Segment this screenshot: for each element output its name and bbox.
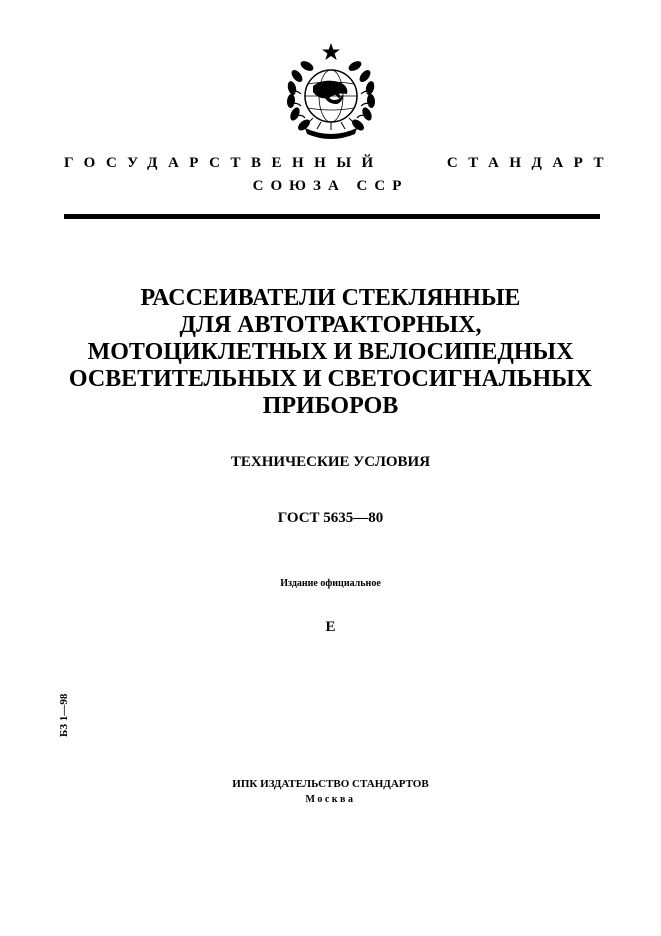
header-divider bbox=[64, 214, 600, 219]
ussr-state-emblem-icon bbox=[283, 42, 379, 142]
header-standard-word: СТАНДАРТ bbox=[446, 155, 614, 171]
gost-number: ГОСТ 5635—80 bbox=[277, 510, 384, 526]
document-subtitle: ТЕХНИЧЕСКИЕ УСЛОВИЯ bbox=[230, 454, 431, 470]
header-state-word: ГОСУДАРСТВЕННЫЙ bbox=[64, 155, 384, 171]
publisher-name: ИПК ИЗДАТЕЛЬСТВО СТАНДАРТОВ bbox=[232, 778, 429, 790]
header-state-standard bbox=[64, 153, 614, 173]
publisher-city: Москва bbox=[305, 794, 356, 805]
title-line: МОТОЦИКЛЕТНЫХ И ВЕЛОСИПЕДНЫХ bbox=[87, 339, 574, 365]
edition-label: Издание официальное bbox=[280, 578, 381, 589]
edition-letter: Е bbox=[325, 619, 336, 635]
document-title bbox=[30, 285, 631, 420]
title-line: РАССЕИВАТЕЛИ СТЕКЛЯННЫЕ bbox=[140, 285, 521, 311]
title-line: ДЛЯ АВТОТРАКТОРНЫХ, bbox=[179, 312, 482, 338]
title-line: ПРИБОРОВ bbox=[262, 393, 399, 419]
title-line: ОСВЕТИТЕЛЬНЫХ И СВЕТОСИГНАЛЬНЫХ bbox=[68, 366, 593, 392]
side-catalog-code: БЗ 1—98 bbox=[58, 693, 70, 737]
header-union: СОЮЗА ССР bbox=[252, 178, 409, 194]
